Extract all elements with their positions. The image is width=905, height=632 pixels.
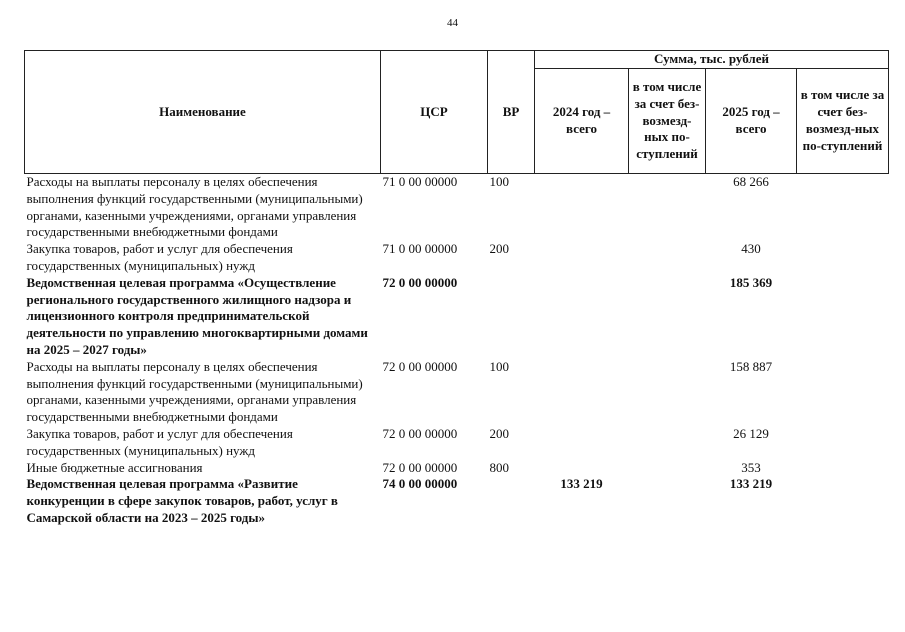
row-2024-grants	[629, 359, 706, 426]
row-2024-grants	[629, 476, 706, 526]
table-row-program	[25, 275, 889, 359]
row-2024-total	[535, 359, 629, 426]
table-body	[25, 174, 889, 527]
row-2025-grants	[797, 359, 889, 426]
row-name: Ведомственная целевая программа «Развитие конкуренции в сфере закупок товаров, работ, услуг в Самарской области на 2023 – 2025 годы»	[26, 476, 338, 525]
row-vr	[488, 275, 535, 359]
row-2025-grants	[797, 476, 889, 526]
budget-table	[24, 50, 889, 527]
row-2024-total	[535, 241, 629, 275]
header-2025-total: 2025 год – всего	[706, 69, 797, 174]
row-csr: 74 0 00 00000	[382, 476, 458, 492]
row-csr: 72 0 00 00000	[382, 459, 458, 475]
table-row	[25, 241, 889, 275]
row-2024-total	[535, 426, 629, 460]
row-vr: 800	[489, 459, 509, 475]
row-2024-total	[535, 460, 629, 477]
row-csr: 72 0 00 00000	[382, 425, 458, 441]
row-2025-total: 185 369	[729, 274, 773, 290]
row-csr: 72 0 00 00000	[382, 274, 458, 290]
row-vr	[488, 476, 535, 526]
row-2024-grants	[629, 275, 706, 359]
header-csr: ЦСР	[381, 51, 488, 174]
header-sum-group: Сумма, тыс. рублей	[535, 51, 889, 69]
row-2025-grants	[797, 460, 889, 477]
header-2025-grants: в том числе за счет без-возмезд-ных по-ступлений	[797, 69, 889, 174]
row-2025-total: 26 129	[733, 425, 769, 441]
row-2025-total: 353	[741, 459, 761, 475]
row-name: Закупка товаров, работ и услуг для обеспечения государственных (муниципальных) нужд	[26, 425, 293, 458]
table-row	[25, 174, 889, 242]
row-2024-grants	[629, 460, 706, 477]
page-number: 44	[447, 17, 458, 29]
row-2024-total	[535, 174, 629, 242]
header-2024-total: 2024 год – всего	[535, 69, 629, 174]
row-name: Расходы на выплаты персоналу в целях обеспечения выполнения функций государственными (муниципальными) органами, казенными учреждениями, органами управления государственными внебюджетными фондами	[26, 174, 363, 240]
table-row	[25, 359, 889, 426]
row-2025-grants	[797, 174, 889, 242]
row-2025-grants	[797, 275, 889, 359]
table-row	[25, 426, 889, 460]
row-csr: 71 0 00 00000	[382, 174, 458, 189]
table-row-program	[25, 476, 889, 526]
row-2024-total: 133 219	[560, 476, 603, 492]
row-vr: 100	[489, 174, 509, 189]
row-2024-grants	[629, 241, 706, 275]
row-2025-total: 430	[741, 241, 761, 257]
table-header	[25, 51, 889, 174]
row-name: Иные бюджетные ассигнования	[26, 459, 203, 475]
row-vr: 200	[489, 241, 509, 257]
row-name: Ведомственная целевая программа «Осуществление регионального государственного жилищного надзора и лицензионного контроля предпринимательской деятельности по управлению многоквартирными домами на 2025 – 2027 годы»	[26, 274, 368, 357]
row-csr: 71 0 00 00000	[382, 241, 458, 257]
header-name: Наименование	[25, 51, 381, 174]
table-row	[25, 460, 889, 477]
header-vr: ВР	[488, 51, 535, 174]
row-2024-grants	[629, 426, 706, 460]
row-2025-grants	[797, 426, 889, 460]
row-2025-total: 68 266	[733, 174, 769, 189]
header-2024-grants: в том числе за счет без-возмезд-ных по-ступлений	[629, 69, 706, 174]
row-2025-total: 158 887	[729, 358, 773, 374]
row-2024-total	[535, 275, 629, 359]
row-csr: 72 0 00 00000	[382, 358, 458, 374]
row-2025-grants	[797, 241, 889, 275]
row-vr: 200	[489, 425, 509, 441]
row-2025-total: 133 219	[729, 476, 773, 492]
row-2024-grants	[629, 174, 706, 242]
row-name: Закупка товаров, работ и услуг для обеспечения государственных (муниципальных) нужд	[26, 241, 293, 273]
row-vr: 100	[489, 358, 509, 374]
row-name: Расходы на выплаты персоналу в целях обеспечения выполнения функций государственными (муниципальными) органами, казенными учреждениями, органами управления государственными внебюджетными фондами	[26, 358, 363, 425]
